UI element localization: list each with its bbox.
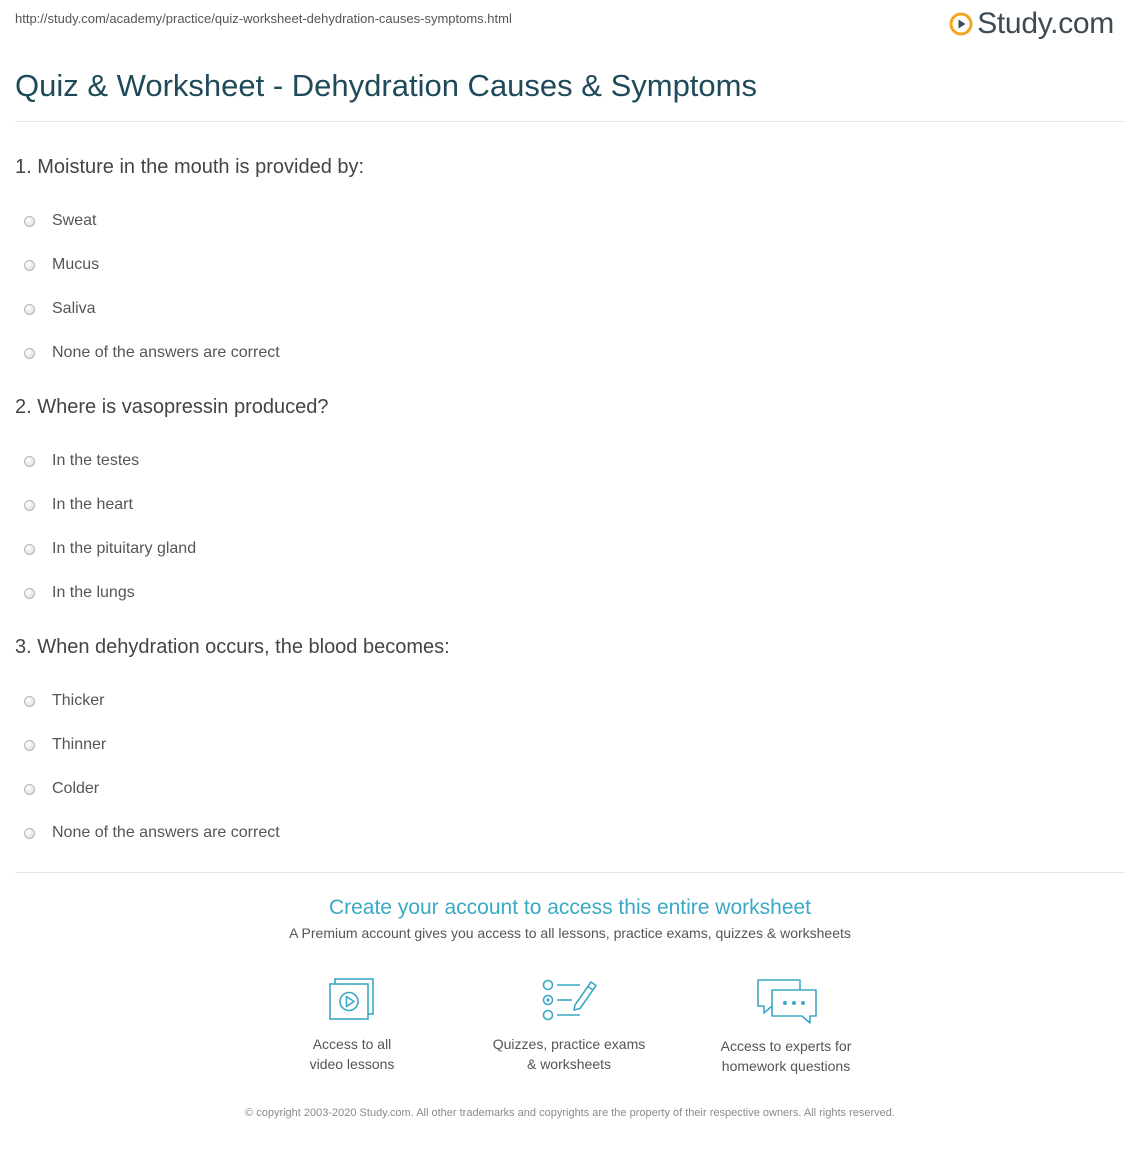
question-text: 3. When dehydration occurs, the blood becomes: [15,636,450,658]
question-2 [15,395,1115,615]
answer-option[interactable] [15,287,1115,331]
question-3 [15,635,1115,855]
feature-label-line: & worksheets [526,1056,612,1072]
question-text: 1. Moisture in the mouth is provided by: [15,156,365,178]
radio-button-icon[interactable] [24,500,35,511]
answer-label: None of the answers are correct [52,344,280,361]
radio-button-icon[interactable] [24,304,35,315]
answer-option[interactable] [15,243,1115,287]
copyright-notice: © copyright 2003-2020 Study.com. All other trademarks and copyrights are the property of their respective owners. All rights reserved. [245,1107,895,1119]
radio-button-icon[interactable] [24,828,35,839]
radio-button-icon[interactable] [24,696,35,707]
answer-option[interactable] [15,331,1115,375]
play-circle-logo-icon [949,12,973,36]
answer-options [15,679,1115,855]
question-text: 2. Where is vasopressin produced? [15,396,329,418]
cta-subtitle: A Premium account gives you access to all lessons, practice exams, quizzes & worksheets [289,925,851,941]
feature-label-line: Quizzes, practice exams [492,1036,646,1052]
answer-option[interactable] [15,679,1115,723]
answer-option[interactable] [15,483,1115,527]
radio-button-icon[interactable] [24,588,35,599]
answer-label: Thicker [52,692,105,709]
radio-button-icon[interactable] [24,456,35,467]
quiz-checklist-icon [540,976,598,1024]
answer-label: None of the answers are correct [52,824,280,841]
feature-label-line: homework questions [721,1058,851,1074]
feature-label [691,1036,881,1076]
page-title: Quiz & Worksheet - Dehydration Causes & Symptoms [15,68,757,103]
feature-label-line: Access to all [312,1036,392,1052]
answer-label: In the heart [52,496,133,513]
answer-label: In the lungs [52,584,135,601]
feature-quizzes [474,976,664,1074]
answer-label: In the testes [52,452,140,469]
answer-label: Thinner [52,736,107,753]
answer-option[interactable] [15,723,1115,767]
chat-bubbles-icon [754,976,818,1026]
feature-experts [691,976,881,1076]
feature-video-lessons [257,976,447,1074]
logo-text: Study.com [977,7,1114,40]
question-1 [15,155,1115,375]
radio-button-icon[interactable] [24,216,35,227]
answer-label: Colder [52,780,100,797]
answer-option[interactable] [15,439,1115,483]
feature-label [257,1034,447,1074]
divider [15,121,1125,122]
radio-button-icon[interactable] [24,260,35,271]
answer-options [15,199,1115,375]
radio-button-icon[interactable] [24,348,35,359]
answer-label: Saliva [52,300,96,317]
answer-option[interactable] [15,199,1115,243]
feature-label [474,1034,664,1074]
answer-option[interactable] [15,811,1115,855]
divider [15,872,1125,873]
answer-label: Mucus [52,256,100,273]
answer-option[interactable] [15,527,1115,571]
radio-button-icon[interactable] [24,784,35,795]
create-account-link[interactable]: Create your account to access this entire worksheet [328,896,812,919]
video-lessons-icon [326,976,378,1024]
radio-button-icon[interactable] [24,740,35,751]
answer-options [15,439,1115,615]
answer-option[interactable] [15,571,1115,615]
feature-label-line: Access to experts for [720,1038,852,1054]
answer-label: Sweat [52,212,97,229]
page-url: http://study.com/academy/practice/quiz-worksheet-dehydration-causes-symptoms.html [15,11,512,26]
feature-label-line: video lessons [309,1056,395,1072]
radio-button-icon[interactable] [24,544,35,555]
answer-label: In the pituitary gland [52,540,197,557]
answer-option[interactable] [15,767,1115,811]
study-logo[interactable] [949,7,1114,41]
